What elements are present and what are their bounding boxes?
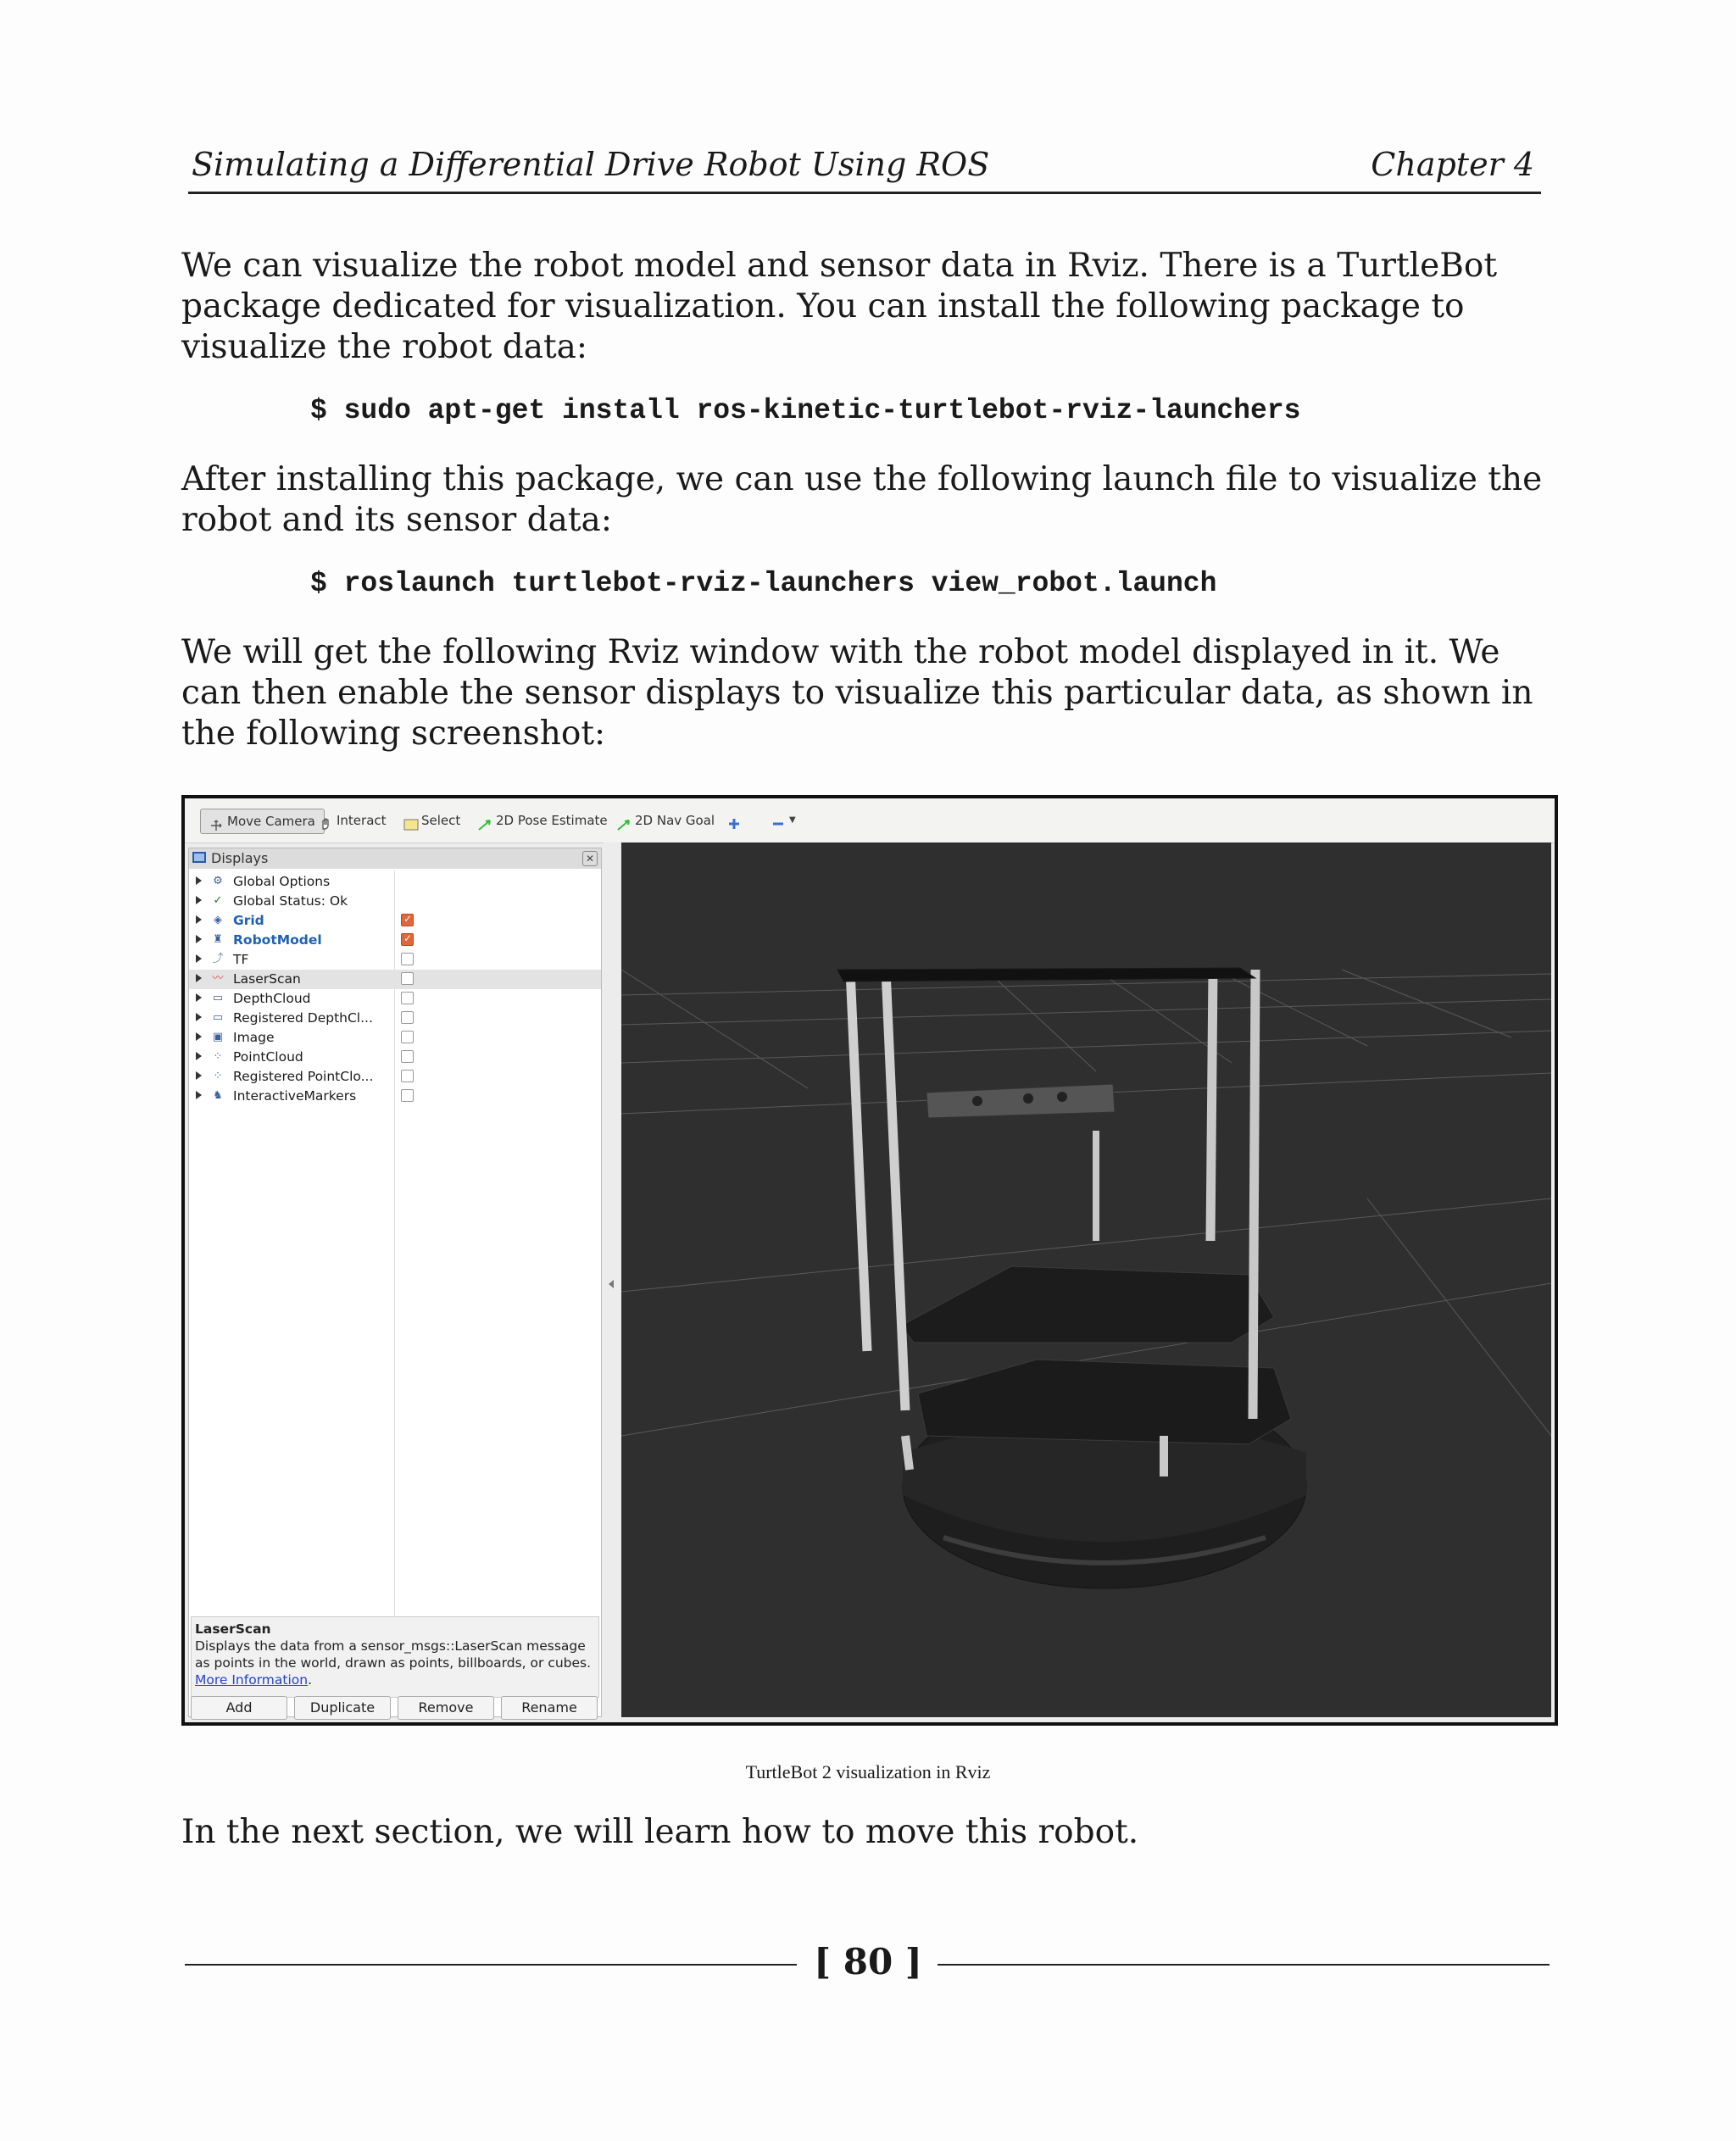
- interact-tool[interactable]: [319, 809, 387, 832]
- display-item-image[interactable]: [189, 1028, 601, 1048]
- display-item-label: Image: [233, 1030, 275, 1045]
- display-item-tf[interactable]: [189, 950, 601, 970]
- footer-rule-right: [938, 1964, 1550, 1966]
- display-checkbox[interactable]: [401, 1070, 414, 1082]
- running-header: [188, 142, 1541, 194]
- expand-arrow-icon[interactable]: [196, 1052, 202, 1060]
- display-item-global-status-ok[interactable]: [189, 892, 601, 911]
- display-item-label: Grid: [233, 913, 264, 928]
- collapse-arrow-icon: [609, 1280, 614, 1288]
- display-item-global-options[interactable]: [189, 872, 601, 892]
- expand-arrow-icon[interactable]: [196, 935, 202, 943]
- pointcloud-icon: ⁘: [213, 1070, 223, 1082]
- display-checkbox[interactable]: [401, 914, 414, 926]
- display-item-label: Registered PointClo...: [233, 1069, 374, 1084]
- paragraph-1: We can visualize the robot model and sensor data in Rviz. There is a TurtleBot package dedicated for visualization. You can install the following package to visualize the robot data:: [181, 247, 1498, 366]
- display-item-label: PointCloud: [233, 1049, 303, 1065]
- display-item-label: Global Options: [233, 874, 331, 889]
- move-camera-label: Move Camera: [227, 814, 315, 829]
- header-chapter: Chapter 4: [1371, 146, 1534, 183]
- page-footer: [0, 1941, 1736, 1988]
- select-label: Select: [421, 813, 461, 828]
- remove-button[interactable]: Remove: [398, 1696, 494, 1720]
- display-item-registered-pointclo[interactable]: [189, 1067, 601, 1087]
- display-checkbox[interactable]: [401, 992, 414, 1004]
- plus-icon: [727, 815, 741, 826]
- displays-panel: [188, 848, 602, 1717]
- displays-buttons: [191, 1696, 598, 1715]
- gear-icon: ⚙: [213, 875, 223, 887]
- display-checkbox[interactable]: [401, 1050, 414, 1063]
- page-number: [ 80 ]: [814, 1941, 922, 1983]
- display-checkbox[interactable]: [401, 972, 414, 985]
- interact-label: Interact: [337, 813, 387, 828]
- display-item-label: Registered DepthCl...: [233, 1010, 373, 1026]
- camera-icon: ▭: [212, 992, 224, 1004]
- expand-arrow-icon[interactable]: [196, 954, 202, 963]
- footer-rule-left: [185, 1964, 797, 1966]
- header-title: Simulating a Differential Drive Robot Using ROS: [192, 146, 990, 183]
- display-item-laserscan[interactable]: [189, 970, 601, 989]
- grid-icon: ◈: [214, 914, 222, 926]
- displays-header: [189, 848, 601, 869]
- hand-icon: [319, 815, 332, 826]
- tf-icon: ⤴: [212, 953, 224, 965]
- displays-tree: [189, 870, 601, 1606]
- expand-arrow-icon[interactable]: [196, 1013, 202, 1021]
- panel-splitter[interactable]: [604, 842, 620, 1717]
- minus-icon: [771, 815, 785, 826]
- pointcloud-icon: ⁘: [213, 1050, 223, 1063]
- rename-button[interactable]: Rename: [501, 1696, 598, 1720]
- display-checkbox[interactable]: [401, 1031, 414, 1043]
- display-checkbox[interactable]: [401, 933, 414, 946]
- display-item-interactivemarkers[interactable]: [189, 1087, 601, 1106]
- marker-icon: ♞: [213, 1089, 223, 1102]
- display-item-pointcloud[interactable]: [189, 1048, 601, 1067]
- display-item-registered-depthcl[interactable]: [189, 1009, 601, 1028]
- display-item-label: Global Status: Ok: [233, 893, 348, 909]
- display-item-robotmodel[interactable]: [189, 931, 601, 950]
- display-item-label: InteractiveMarkers: [233, 1088, 357, 1104]
- expand-arrow-icon[interactable]: [196, 974, 202, 982]
- command-install: $ sudo apt-get install ros-kinetic-turtlebot-rviz-launchers: [310, 395, 1301, 426]
- robot-scene: [621, 842, 1551, 1717]
- display-checkbox[interactable]: [401, 1089, 414, 1102]
- description-box: [191, 1616, 599, 1698]
- move-camera-tool[interactable]: [200, 809, 325, 834]
- nav-goal-arrow-icon: [617, 815, 631, 826]
- paragraph-4: In the next section, we will learn how to move this robot.: [181, 1813, 1139, 1851]
- figure-caption: TurtleBot 2 visualization in Rviz: [745, 1761, 991, 1782]
- robot-icon: ♜: [213, 933, 223, 946]
- command-roslaunch: $ roslaunch turtlebot-rviz-launchers view_robot.launch: [310, 568, 1217, 599]
- displays-title: Displays: [211, 850, 269, 866]
- duplicate-button[interactable]: Duplicate: [294, 1696, 391, 1720]
- move-camera-icon: [209, 815, 223, 827]
- nav-goal-label: 2D Nav Goal: [635, 813, 715, 828]
- expand-arrow-icon[interactable]: [196, 896, 202, 904]
- description-title: LaserScan: [195, 1621, 271, 1637]
- checkmark-icon: ✓: [213, 894, 223, 907]
- display-item-label: LaserScan: [233, 971, 301, 987]
- paragraph-3: We will get the following Rviz window with the robot model displayed in it. We can then enable the sensor displays to visualize this particular data, as shown in the following screenshot:: [181, 633, 1533, 753]
- turtlebot-model: [837, 968, 1306, 1588]
- add-button[interactable]: Add: [191, 1696, 287, 1720]
- display-item-label: DepthCloud: [233, 991, 311, 1006]
- laser-icon: 〰: [212, 972, 224, 985]
- expand-arrow-icon[interactable]: [196, 993, 202, 1002]
- display-item-grid[interactable]: [189, 911, 601, 931]
- pose-estimate-tool[interactable]: [478, 809, 608, 832]
- expand-arrow-icon[interactable]: [196, 915, 202, 924]
- select-icon: [403, 815, 417, 826]
- expand-arrow-icon[interactable]: [196, 1091, 202, 1099]
- display-item-label: RobotModel: [233, 932, 322, 948]
- rviz-toolbar: [185, 798, 1555, 843]
- pose-estimate-label: 2D Pose Estimate: [496, 813, 608, 828]
- 3d-render-view[interactable]: [621, 842, 1551, 1717]
- description-end: .: [308, 1672, 313, 1688]
- nav-goal-tool[interactable]: [617, 809, 715, 832]
- description-body: Displays the data from a sensor_msgs::LaserScan message as points in the world, drawn as points, billboards, or cubes.: [195, 1638, 592, 1671]
- display-item-depthcloud[interactable]: [189, 989, 601, 1009]
- remove-tool-button[interactable]: [771, 809, 796, 832]
- display-item-label: TF: [233, 952, 249, 967]
- display-checkbox[interactable]: [401, 1011, 414, 1024]
- display-checkbox[interactable]: [401, 953, 414, 965]
- image-icon: ▣: [212, 1031, 224, 1043]
- rviz-screenshot: [181, 795, 1558, 1726]
- close-icon[interactable]: ✕: [582, 851, 598, 866]
- expand-arrow-icon[interactable]: [196, 876, 202, 885]
- add-tool-button[interactable]: [727, 809, 741, 832]
- description-text: [195, 1638, 595, 1688]
- pose-arrow-icon: [478, 815, 492, 826]
- expand-arrow-icon[interactable]: [196, 1071, 202, 1080]
- paragraph-2: After installing this package, we can use the following launch file to visualize the robot and its sensor data:: [181, 460, 1543, 539]
- chevron-down-icon: ▼: [789, 815, 796, 825]
- select-tool[interactable]: [403, 809, 460, 832]
- more-information-link[interactable]: More Information: [195, 1672, 309, 1688]
- expand-arrow-icon[interactable]: [196, 1032, 202, 1041]
- camera-icon: ▭: [212, 1011, 224, 1024]
- monitor-icon: [192, 852, 206, 863]
